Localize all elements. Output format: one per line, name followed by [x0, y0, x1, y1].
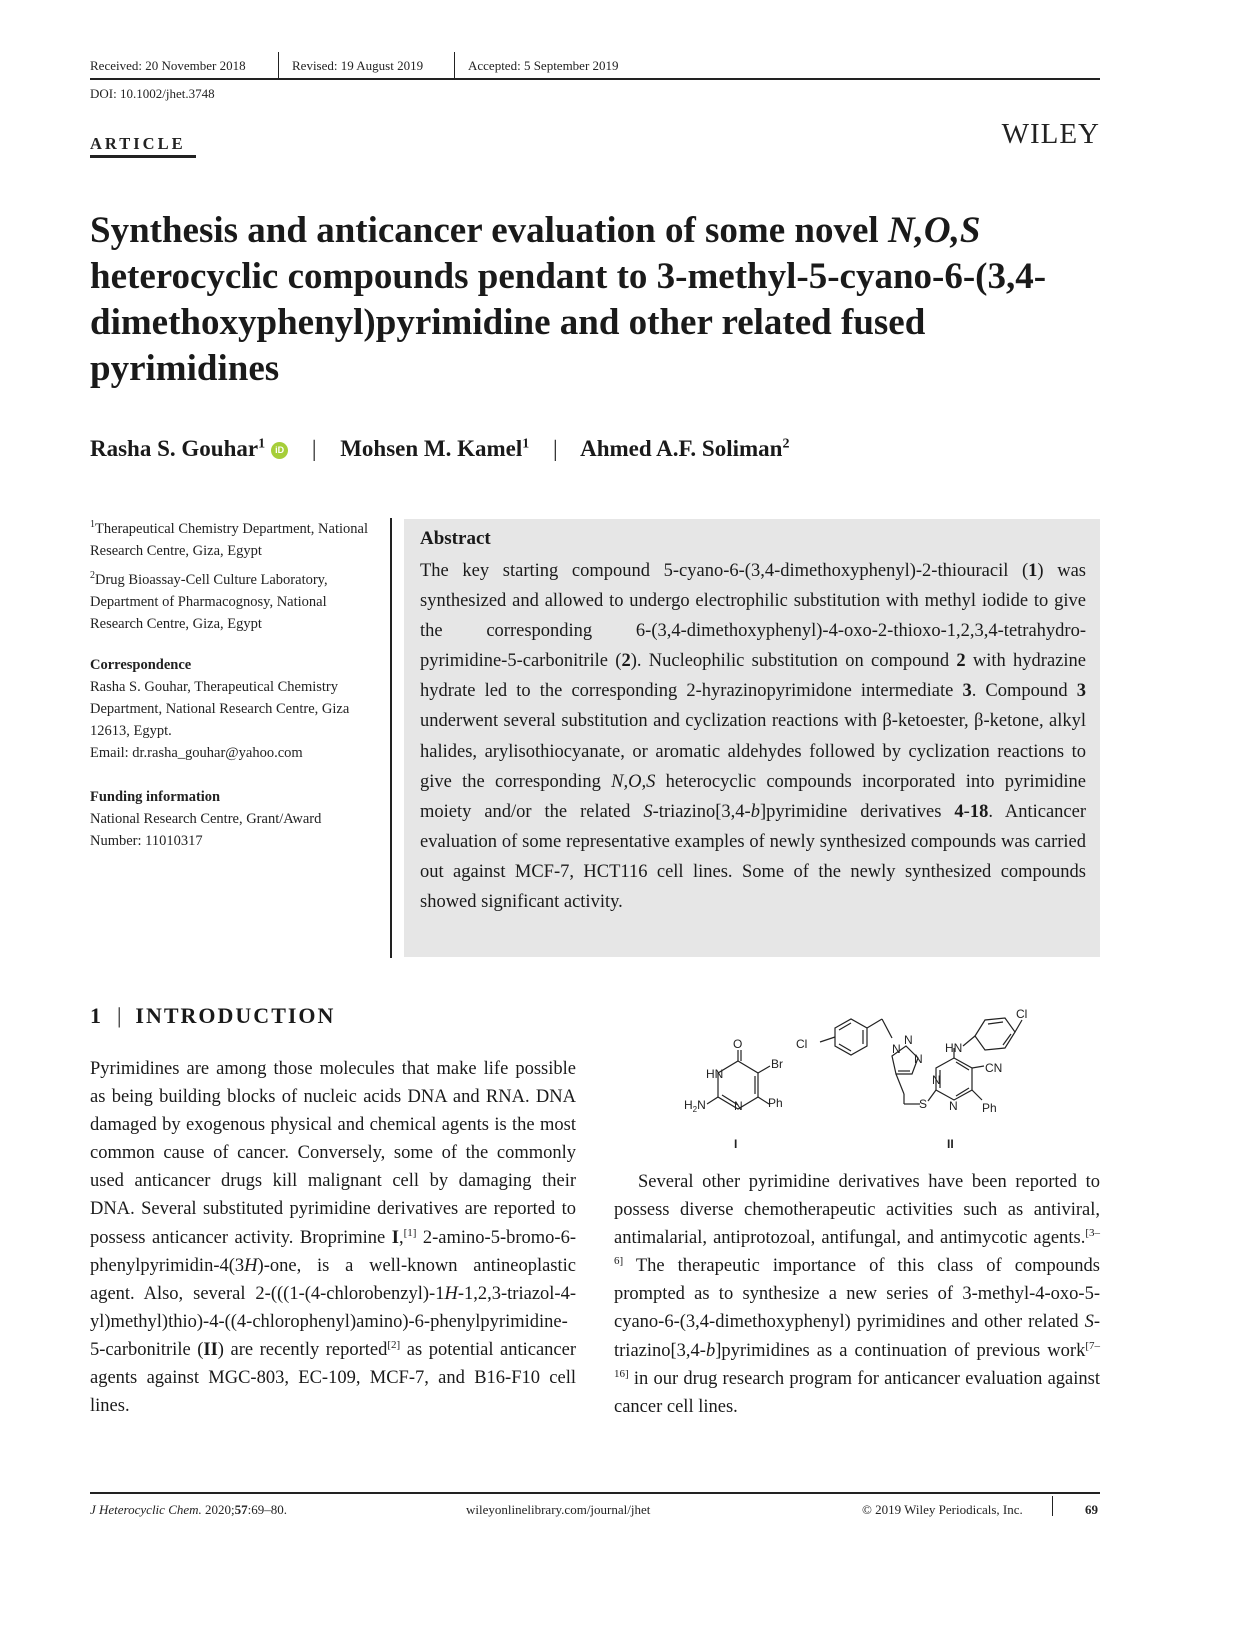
- correspondence: Correspondence Rasha S. Gouhar, Therapeutical Chemistry Department, National Research Centre, Giza 12613, Egypt. Email: dr.rasha_gouhar@yahoo.com: [90, 654, 370, 764]
- svg-text:Ph: Ph: [982, 1101, 997, 1115]
- svg-text:N: N: [914, 1052, 923, 1066]
- doi[interactable]: DOI: 10.1002/jhet.3748: [90, 86, 215, 101]
- svg-text:S: S: [919, 1097, 928, 1111]
- footer-rule: [90, 1492, 1100, 1494]
- svg-text:N: N: [904, 1033, 913, 1047]
- email-link[interactable]: Email: dr.rasha_gouhar@yahoo.com: [90, 745, 303, 761]
- page-number: 69: [1085, 1502, 1098, 1517]
- publisher-logo: WILEY: [1001, 118, 1100, 150]
- author-name[interactable]: Mohsen M. Kamel: [340, 436, 523, 461]
- chemical-structures-figure: [670, 1006, 1070, 1156]
- funding-heading: Funding information: [90, 789, 221, 805]
- svg-text:Br: Br: [771, 1057, 783, 1071]
- affiliation: $^2$Drug Bioassay-Cell Culture Laboratory, Department of Pharmacognosy, National Research Centre, Giza, Egypt: [90, 570, 328, 632]
- author-name[interactable]: Ahmed A.F. Soliman: [580, 436, 783, 461]
- column-divider: [390, 518, 392, 958]
- svg-text:H2N: $H_2N$: [684, 1098, 706, 1114]
- svg-text:N: N: [949, 1099, 958, 1113]
- abstract-text: The key starting compound 5-cyano-6-(3,4-dimethoxyphenyl)-2-thiouracil (1) was synthesized and allowed to undergo electrophilic substitution with methyl iodide to give the corresponding 6-(3,4-dimethoxyphenyl)-4-oxo-2-thioxo-1,2,3,4-tetrahydro-pyrimidine-5-carbonitrile (2). Nucleophilic substitution on compound 2 with hydrazine hydrate led to the corresponding 2-hyrazinopyrimidone intermediate 3. Compound 3 underwent several substitution and cyclization reactions with β-ketoester, β-ketone, alkyl halides, arylisothiocyanate, or aromatic aldehydes followed by cyclization reactions to give the corresponding N,O,S heterocyclic compounds incorporated into pyrimidine moiety and/or the related S-triazino[3,4-b]pyrimidine derivatives 4-18. Anticancer evaluation of some representative examples of newly synthesized compounds was carried out against MCF-7, HCT116 cell lines. Some of the newly synthesized compounds showed significant activity.: [420, 561, 1087, 913]
- svg-text:Ph: Ph: [768, 1096, 783, 1110]
- svg-text:Cl: Cl: [1016, 1007, 1028, 1021]
- correspondence-heading: Correspondence: [90, 657, 192, 673]
- journal-citation: J Heterocyclic Chem. 2020;57:69–80.: [90, 1502, 288, 1517]
- svg-text:HN: HN: [945, 1041, 963, 1055]
- intro-paragraph-right: Several other pyrimidine derivatives have been reported to possess diverse chemotherapeutic activities such as antiviral, antimalarial, antiprotozoal, antifungal, and antimycotic agents.[3–6] The therapeutic importance of this class of compounds prompted as to synthesize a new series of 3-methyl-4-oxo-5-cyano-6-(3,4-dimethoxyphenyl) pyrimidines and other related S-triazino[3,4-b]pyrimidines as a continuation of previous work[7–16] in our drug research program for anticancer evaluation against cancer cell lines.: [614, 1172, 1100, 1417]
- paper-title: Synthesis and anticancer evaluation of some novel N,O,S heterocyclic compounds pendant to 3-methyl-5-cyano-6-(3,4-dimethoxyphenyl)pyrimidine and other related fused pyrimidines: [90, 210, 1047, 389]
- author-list: Rasha S. Gouhar$^1$ iD | Mohsen M. Kamel$^1$ | Ahmed A.F. Soliman$^2$: [90, 436, 790, 461]
- footer-divider: [1052, 1496, 1053, 1516]
- citation-link[interactable]: [3–6]: [614, 1227, 1100, 1268]
- structure-label: I: [734, 1137, 738, 1151]
- author-name[interactable]: Rasha S. Gouhar: [90, 436, 259, 461]
- svg-text:CN: CN: [985, 1061, 1003, 1075]
- orcid-icon[interactable]: iD: [271, 442, 288, 459]
- revised-date: Revised: 19 August 2019: [292, 58, 424, 73]
- citation-link[interactable]: [1]: [403, 1226, 417, 1239]
- abstract-heading: Abstract: [420, 528, 491, 549]
- structure-label: II: [947, 1137, 954, 1151]
- header-divider: [454, 52, 455, 78]
- affiliation: $^1$Therapeutical Chemistry Department, National Research Centre, Giza, Egypt: [90, 519, 368, 559]
- svg-text:Cl: Cl: [796, 1037, 808, 1051]
- section-heading: 1 | INTRODUCTION: [90, 1003, 336, 1028]
- copyright: © 2019 Wiley Periodicals, Inc.: [862, 1502, 1023, 1517]
- svg-text:N: N: [734, 1099, 743, 1113]
- svg-text:HN: HN: [706, 1067, 724, 1081]
- header-divider: [278, 52, 279, 78]
- journal-url[interactable]: wileyonlinelibrary.com/journal/jhet: [466, 1502, 651, 1517]
- intro-paragraph-left: Pyrimidines are among those molecules that make life possible as being building blocks of nucleic acids DNA and RNA. DNA damaged by exogenous physical and chemical agents is the most common cause of cancer. Conversely, some of the commonly used anticancer drugs kill malignant cell by damaging their DNA. Several substituted pyrimidine derivatives are reported to possess anticancer activity. Broprimine I,[1] 2-amino-5-bromo-6-phenylpyrimidin-4(3H)-one, is a well-known antineoplastic agent. Also, several 2-(((1-(4-chlorobenzyl)-1H-1,2,3-triazol-4-yl)methyl)thio)-4-((4-chlorophenyl)amino)-6-phenylpyrimidine-5-carbonitrile (II) are recently reported[2] as potential anticancer agents against MGC-803, EC-109, MCF-7, and B16-F10 cell lines.: [90, 1059, 576, 1417]
- svg-text:N: N: [932, 1073, 941, 1087]
- article-type: ARTICLE: [90, 134, 186, 153]
- accepted-date: Accepted: 5 September 2019: [468, 58, 619, 73]
- citation-link[interactable]: [2]: [387, 1338, 401, 1351]
- svg-text:N: N: [892, 1042, 901, 1056]
- svg-text:O: O: [733, 1037, 743, 1051]
- citation-link[interactable]: [7–16]: [614, 1339, 1100, 1380]
- received-date: Received: 20 November 2018: [90, 58, 246, 73]
- funding-info: Funding information National Research Centre, Grant/Award Number: 11010317: [90, 786, 370, 852]
- header-rule: [90, 78, 1100, 80]
- article-type-underline: [90, 155, 196, 158]
